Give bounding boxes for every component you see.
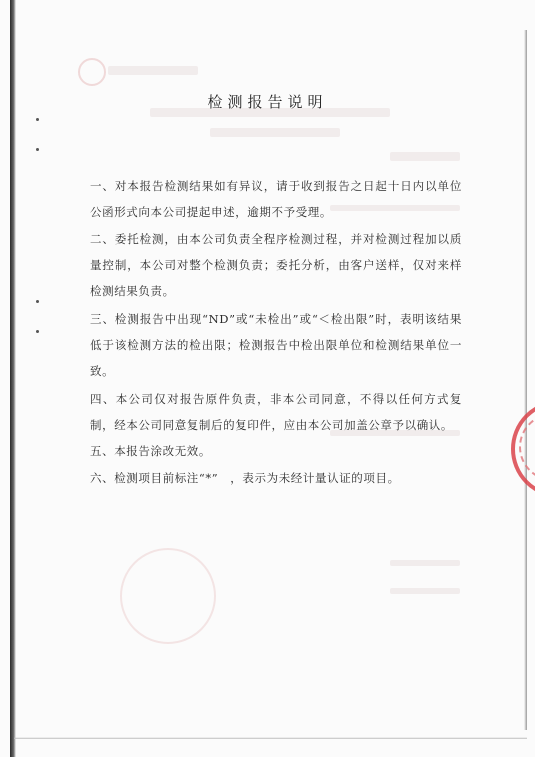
- bleed-through-line: [390, 560, 460, 566]
- clause-3: 三、检测报告中出现“ND”或“未检出”或“＜检出限”时，表明该结果低于该检测方法的检出限；检测报告中检出限单位和检测结果单位一致。: [90, 312, 462, 378]
- clause-6: 六、检测项目前标注“*” ，表示为未经计量认证的项目。: [90, 471, 400, 485]
- bleed-through-line: [390, 588, 460, 594]
- bleed-through-logo: [78, 58, 106, 86]
- punch-mark: [36, 148, 39, 151]
- bleed-through-line: [390, 152, 460, 161]
- punch-mark: [36, 300, 39, 303]
- clause-1: 一、对本报告检测结果如有异议，请于收到报告之日起十日内以单位公函形式向本公司提起申述，逾期不予受理。: [90, 179, 462, 219]
- bleed-through-line: [108, 66, 198, 75]
- red-seal-stamp: [509, 400, 535, 495]
- document-title: 检测报告说明: [207, 93, 328, 111]
- bleed-through-line: [210, 128, 340, 137]
- clause-2: 二、委托检测，由本公司负责全程序检测过程，并对检测过程加以质量控制，本公司对整个检测负责；委托分析，由客户送样，仅对来样检测结果负责。: [90, 232, 462, 298]
- scan-bottom-edge: [14, 737, 527, 739]
- bleed-through-seal: [120, 548, 216, 644]
- clause-5: 五、本报告涂改无效。: [90, 444, 211, 458]
- scan-left-edge: [10, 0, 16, 757]
- scan-right-edge: [524, 30, 527, 730]
- punch-mark: [36, 118, 39, 121]
- clause-4: 四、本公司仅对报告原件负责，非本公司同意，不得以任何方式复制，经本公司同意复制后的复印件，应由本公司加盖公章予以确认。: [90, 392, 462, 432]
- punch-mark: [36, 330, 39, 333]
